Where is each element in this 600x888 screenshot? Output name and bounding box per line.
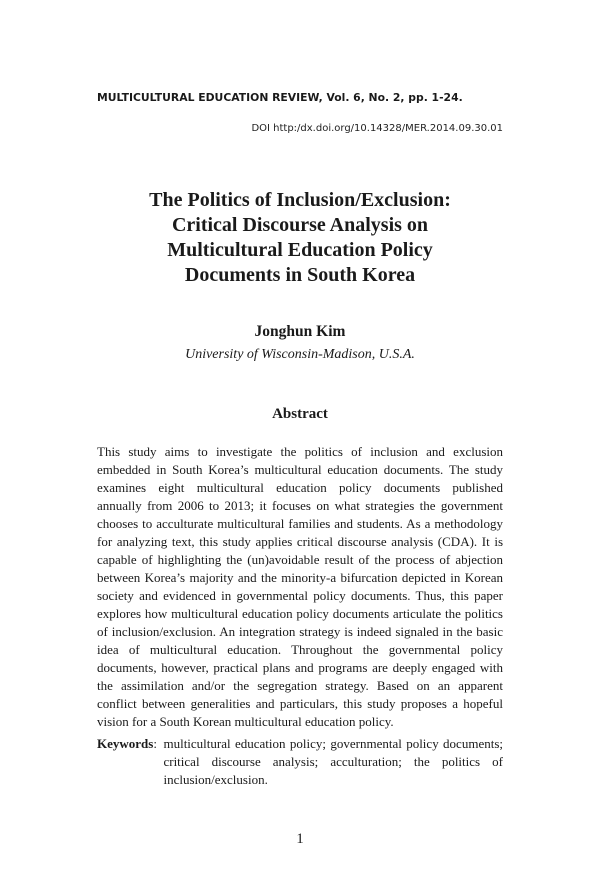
abstract-line: society and evidenced in governmental policy documents. Thus, this paper — [97, 588, 503, 603]
journal-citation: MULTICULTURAL EDUCATION REVIEW, Vol. 6, No. 2, pp. 1-24. — [97, 91, 463, 104]
abstract-line: between Korea’s majority and the minority-a bifurcation depicted in Korean — [97, 570, 503, 585]
keywords-list — [163, 735, 503, 789]
keywords-line: inclusion/exclusion. — [163, 772, 268, 787]
keywords-label: Keywords — [97, 736, 154, 751]
keywords-line: critical discourse analysis; acculturation; the politics of — [163, 754, 503, 769]
paper-title — [97, 188, 503, 288]
abstract-line: documents, however, practical plans and programs are deeply engaged with — [97, 660, 503, 675]
title-line: Multicultural Education Policy — [167, 239, 433, 261]
abstract-line: examines eight multicultural education policy documents published — [97, 480, 503, 495]
author-affiliation: University of Wisconsin-Madison, U.S.A. — [185, 347, 415, 362]
keywords-colon: : — [153, 736, 164, 751]
title-line: Documents in South Korea — [184, 264, 416, 286]
abstract-body — [97, 443, 503, 731]
abstract-line: for analyzing text, this study applies critical discourse analysis (CDA). It is — [97, 534, 503, 549]
author-name: Jonghun Kim — [254, 323, 346, 340]
abstract-line: chooses to acculturate multicultural families and students. As a methodology — [97, 516, 503, 531]
abstract-heading: Abstract — [272, 406, 328, 422]
abstract-line: capable of highlighting the (un)avoidable result of the process of abjection — [97, 552, 503, 567]
abstract-line: vision for a South Korean multicultural education policy. — [97, 714, 394, 729]
abstract-line: conflict between generalities and particulars, this study proposes a hopeful — [97, 696, 503, 711]
abstract-line: This study aims to investigate the politics of inclusion and exclusion — [97, 444, 503, 459]
keywords-section — [97, 735, 503, 789]
keywords-line: multicultural education policy; governmental policy documents; — [163, 736, 503, 751]
doi: DOI http:/dx.doi.org/10.14328/MER.2014.09.30.01 — [251, 123, 503, 134]
abstract-line: the assimilation and/or the segregation strategy. Based on an apparent — [97, 678, 503, 693]
title-line: The Politics of Inclusion/Exclusion: — [149, 189, 451, 211]
abstract-line: embedded in South Korea’s multicultural education documents. The study — [97, 462, 503, 477]
abstract-line: explores how multicultural education policy documents articulate the politics — [97, 606, 503, 621]
abstract-line: of inclusion/exclusion. An integration strategy is indeed signaled in the basic — [97, 624, 503, 639]
abstract-line: annually from 2006 to 2013; it focuses on what strategies the government — [97, 498, 503, 513]
title-line: Critical Discourse Analysis on — [171, 214, 429, 236]
abstract-line: idea of multicultural education. Throughout the governmental policy — [97, 642, 503, 657]
page-number: 1 — [296, 831, 304, 847]
